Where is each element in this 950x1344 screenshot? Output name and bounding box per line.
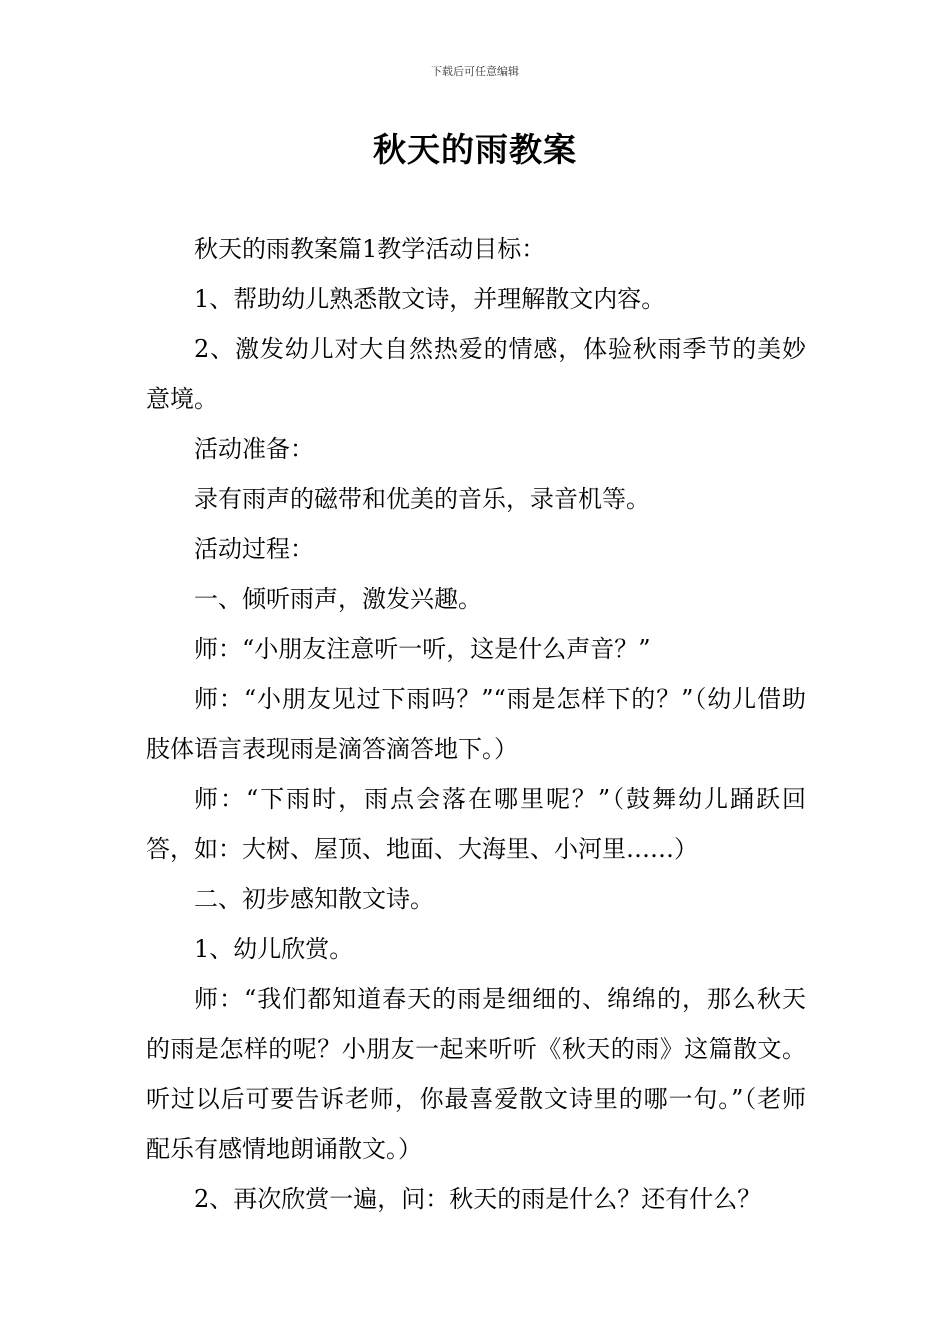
page-header-note: 下载后可任意编辑 <box>431 65 519 78</box>
paragraph-objective-1: 1、帮助幼儿熟悉散文诗，并理解散文内容。 <box>194 285 666 313</box>
paragraph-objective-2: 2、激发幼儿对大自然热爱的情感，体验秋雨季节的美妙意境。 <box>146 335 806 413</box>
paragraph-step-2-heading: 二、初步感知散文诗。 <box>194 885 434 913</box>
paragraph-step-1-heading: 一、倾听雨声，激发兴趣。 <box>194 585 482 613</box>
paragraph-teacher-line-2: 师：“小朋友见过下雨吗？”“雨是怎样下的？”（幼儿借助肢体语言表现雨是滴答滴答地下。） <box>146 685 806 763</box>
paragraph-teacher-line-4: 师：“我们都知道春天的雨是细细的、绵绵的，那么秋天的雨是怎样的呢？小朋友一起来听听《秋天的雨》这篇散文。听过以后可要告诉老师，你最喜爱散文诗里的哪一句。”（老师配乐有感情地朗诵散文。） <box>146 985 806 1163</box>
paragraph-preparation-heading: 活动准备： <box>194 435 314 463</box>
paragraph-process-heading: 活动过程： <box>194 535 314 563</box>
paragraph-teacher-line-3: 师：“下雨时，雨点会落在哪里呢？”（鼓舞幼儿踊跃回答，如：大树、屋顶、地面、大海里、小河里……） <box>146 785 806 863</box>
paragraph-preparation-detail: 录有雨声的磁带和优美的音乐，录音机等。 <box>194 485 650 513</box>
paragraph-teacher-line-1: 师：“小朋友注意听一听，这是什么声音？” <box>194 635 651 663</box>
document-body <box>146 224 806 1224</box>
document-title: 秋天的雨教案 <box>373 130 577 169</box>
paragraph-step-2-2: 2、再次欣赏一遍，问：秋天的雨是什么？还有什么？ <box>194 1185 762 1213</box>
paragraph-objectives-heading: 秋天的雨教案篇1教学活动目标： <box>194 235 546 263</box>
paragraph-step-2-1: 1、幼儿欣赏。 <box>194 935 354 963</box>
